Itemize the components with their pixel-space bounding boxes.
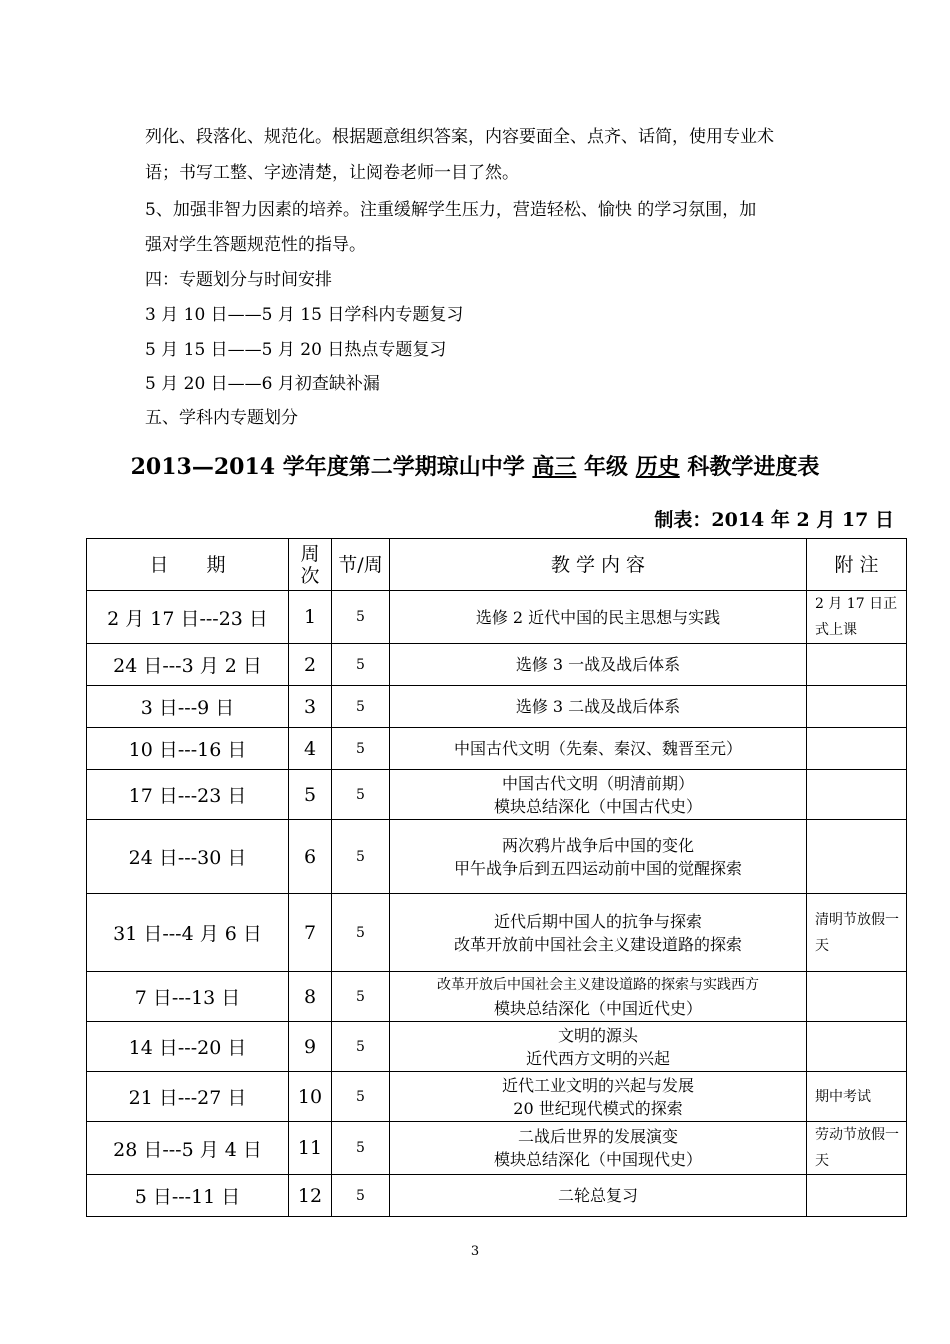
table-maker-date: 制表：2014 年 2 月 17 日 [654, 509, 894, 531]
content-line: 模块总结深化（中国现代史） [493, 1150, 702, 1169]
body-paragraph-line: 列化、段落化、规范化。根据题意组织答案，内容要面全、点齐、话简，使用专业术 [145, 127, 774, 147]
content-line: 二轮总复习 [557, 1186, 638, 1205]
table-row [87, 972, 907, 1022]
content-line: 文明的源头 [557, 1025, 638, 1045]
cell-lesson: 5 [332, 1072, 390, 1122]
table-row [87, 728, 907, 770]
cell-date: 24 日---30 日 [87, 820, 289, 894]
header-week: 周次 [289, 539, 332, 591]
title-grade: 高三 [532, 454, 577, 480]
cell-note [807, 1175, 907, 1217]
schedule-line: 3 月 10 日——5 月 15 日学科内专题复习 [145, 305, 464, 325]
content-line: 改革开放后中国社会主义建设道路的探索与实践西方 [437, 976, 759, 993]
cell-week: 5 [289, 770, 332, 820]
cell-lesson: 5 [332, 1175, 390, 1217]
content-line: 甲午战争后到五四运动前中国的觉醒探索 [453, 858, 742, 878]
content-line: 近代西方文明的兴起 [525, 1048, 670, 1068]
cell-date: 21 日---27 日 [87, 1072, 289, 1122]
cell-content [390, 1072, 807, 1122]
table-row [87, 1175, 907, 1217]
cell-content [390, 972, 807, 1022]
content-line: 模块总结深化（中国古代史） [493, 796, 702, 816]
cell-date: 28 日---5 月 4 日 [87, 1122, 289, 1175]
content-line: 选修 3 二战及战后体系 [515, 697, 681, 716]
header-lesson: 节/周 [332, 539, 390, 591]
cell-week: 8 [289, 972, 332, 1022]
page-number: 3 [470, 1244, 480, 1259]
cell-week: 10 [289, 1072, 332, 1122]
cell-lesson: 5 [332, 728, 390, 770]
header-date: 日 期 [87, 539, 289, 591]
cell-note: 2 月 17 日正式上课 [807, 591, 907, 644]
cell-lesson: 5 [332, 894, 390, 972]
cell-week: 4 [289, 728, 332, 770]
cell-week: 7 [289, 894, 332, 972]
cell-lesson: 5 [332, 770, 390, 820]
content-line: 模块总结深化（中国近代史） [493, 998, 702, 1018]
cell-note [807, 972, 907, 1022]
cell-week: 11 [289, 1122, 332, 1175]
cell-note [807, 820, 907, 894]
cell-date: 24 日---3 月 2 日 [87, 644, 289, 686]
table-row [87, 894, 907, 972]
cell-date: 5 日---11 日 [87, 1175, 289, 1217]
cell-note: 劳动节放假一天 [807, 1122, 907, 1175]
table-title [0, 452, 950, 482]
cell-date: 2 月 17 日---23 日 [87, 591, 289, 644]
cell-note [807, 728, 907, 770]
content-line: 近代后期中国人的抗争与探索 [493, 911, 702, 931]
cell-week: 6 [289, 820, 332, 894]
cell-lesson: 5 [332, 591, 390, 644]
title-subject: 历史 [635, 454, 680, 480]
body-paragraph-line: 强对学生答题规范性的指导。 [145, 235, 366, 255]
cell-content [390, 770, 807, 820]
header-note: 附 注 [807, 539, 907, 591]
header-content: 教 学 内 容 [390, 539, 807, 591]
cell-lesson: 5 [332, 644, 390, 686]
cell-content [390, 1122, 807, 1175]
content-line: 选修 3 一战及战后体系 [515, 655, 681, 674]
content-line: 改革开放前中国社会主义建设道路的探索 [453, 934, 742, 954]
title-prefix: 2013—2014 学年度第二学期琼山中学 [130, 454, 533, 480]
cell-lesson: 5 [332, 1022, 390, 1072]
cell-note [807, 770, 907, 820]
cell-content [390, 591, 807, 644]
table-row [87, 644, 907, 686]
schedule-line: 5 月 15 日——5 月 20 日热点专题复习 [145, 340, 447, 360]
cell-week: 12 [289, 1175, 332, 1217]
section-heading: 四：专题划分与时间安排 [145, 270, 332, 290]
body-paragraph-line: 5、加强非智力因素的培养。注重缓解学生压力，营造轻松、愉快 的学习氛围，加 [145, 200, 757, 220]
cell-lesson: 5 [332, 820, 390, 894]
table-row [87, 770, 907, 820]
cell-date: 14 日---20 日 [87, 1022, 289, 1072]
table-row [87, 686, 907, 728]
table-row [87, 591, 907, 644]
title-suffix: 科教学进度表 [679, 454, 820, 480]
cell-week: 3 [289, 686, 332, 728]
cell-lesson: 5 [332, 972, 390, 1022]
cell-lesson: 5 [332, 686, 390, 728]
teaching-schedule-table [86, 538, 907, 1217]
cell-note [807, 644, 907, 686]
cell-date: 31 日---4 月 6 日 [87, 894, 289, 972]
content-line: 中国古代文明（明清前期） [501, 773, 694, 793]
cell-note: 清明节放假一天 [807, 894, 907, 972]
table-row [87, 820, 907, 894]
cell-content [390, 820, 807, 894]
table-row [87, 1022, 907, 1072]
cell-note [807, 1022, 907, 1072]
section-heading: 五、学科内专题划分 [145, 408, 298, 428]
content-line: 二战后世界的发展演变 [517, 1127, 678, 1146]
cell-note: 期中考试 [807, 1072, 907, 1122]
cell-note [807, 686, 907, 728]
cell-date: 3 日---9 日 [87, 686, 289, 728]
body-paragraph-line: 语；书写工整、字迹清楚，让阅卷老师一目了然。 [145, 163, 519, 183]
content-line: 中国古代文明（先秦、秦汉、魏晋至元） [453, 739, 742, 758]
cell-week: 1 [289, 591, 332, 644]
cell-date: 17 日---23 日 [87, 770, 289, 820]
cell-week: 2 [289, 644, 332, 686]
cell-content [390, 1175, 807, 1217]
cell-content [390, 686, 807, 728]
content-line: 两次鸦片战争后中国的变化 [501, 835, 694, 855]
cell-content [390, 894, 807, 972]
table-header-row [87, 539, 907, 591]
cell-content [390, 644, 807, 686]
table-row [87, 1072, 907, 1122]
content-line: 20 世纪现代模式的探索 [513, 1098, 683, 1118]
schedule-line: 5 月 20 日——6 月初查缺补漏 [145, 374, 380, 394]
cell-date: 10 日---16 日 [87, 728, 289, 770]
cell-lesson: 5 [332, 1122, 390, 1175]
cell-content [390, 1022, 807, 1072]
cell-content [390, 728, 807, 770]
cell-date: 7 日---13 日 [87, 972, 289, 1022]
cell-week: 9 [289, 1022, 332, 1072]
table-row [87, 1122, 907, 1175]
content-line: 选修 2 近代中国的民主思想与实践 [475, 607, 721, 627]
title-mid: 年级 [576, 454, 636, 480]
content-line: 近代工业文明的兴起与发展 [501, 1075, 694, 1095]
